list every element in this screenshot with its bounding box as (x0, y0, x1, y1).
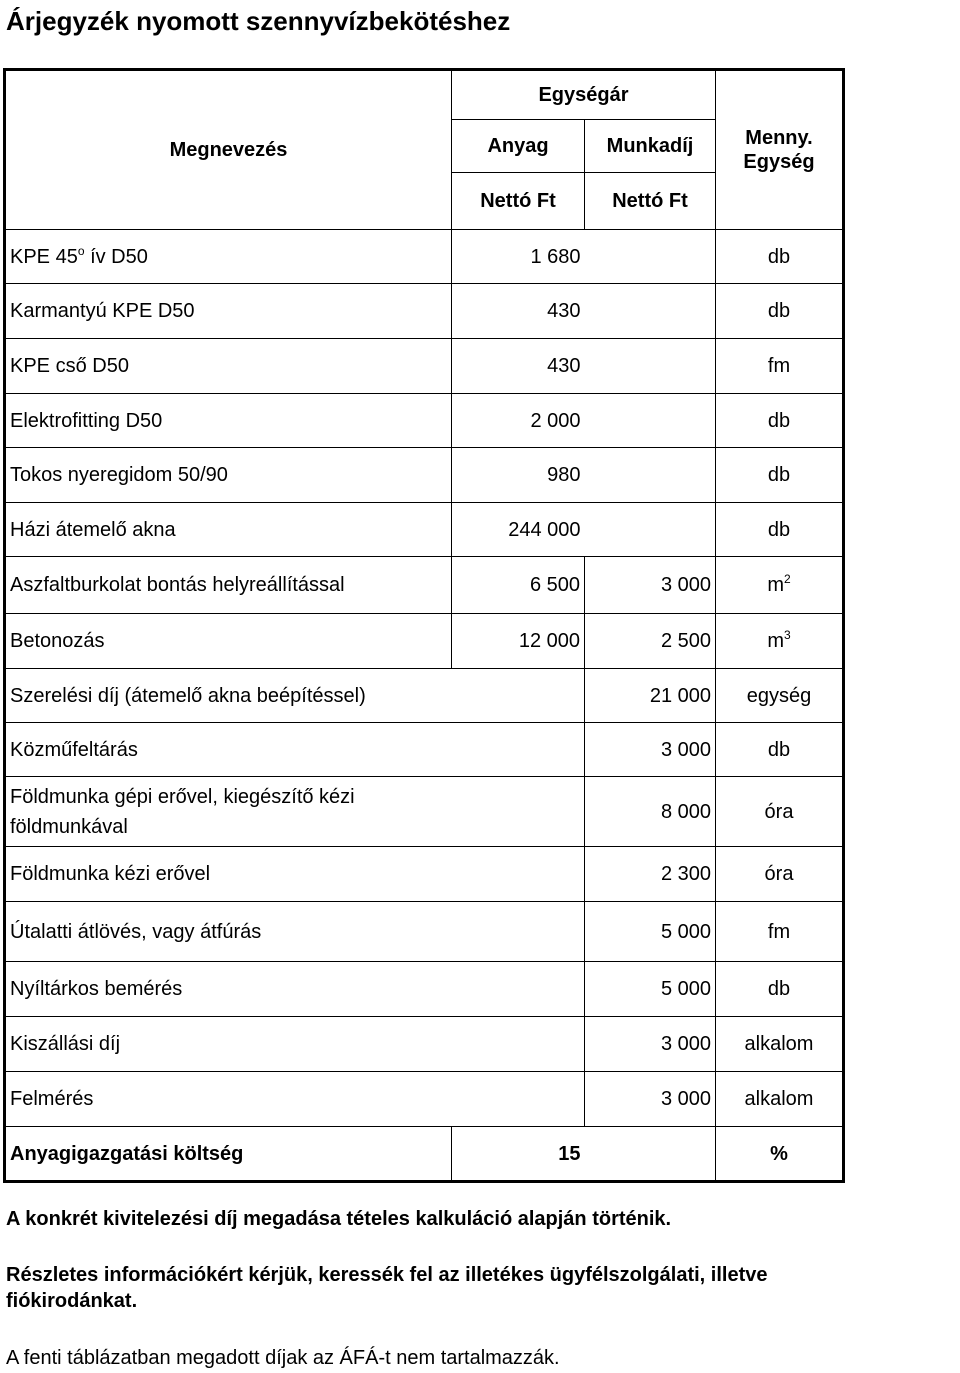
header-unit-line2: Egység (743, 151, 815, 173)
material-price: 12 000 (452, 614, 585, 669)
header-unit-price: Egységár (452, 70, 716, 120)
table-row (5, 448, 844, 503)
material-price: 1 680 (452, 230, 585, 284)
table-row (5, 339, 844, 394)
quantity-unit: db (716, 230, 844, 284)
table-row (5, 614, 844, 669)
quantity-unit: db (716, 284, 844, 339)
note-info-line1: Részletes információkért kérjük, keressék fel az illetékes ügyfélszolgálati, illetve (6, 1264, 768, 1286)
quantity-unit: fm (716, 902, 844, 962)
material-price: 2 000 (452, 394, 585, 448)
quantity-unit: egység (716, 669, 844, 723)
labor-price (585, 230, 716, 284)
labor-price (585, 448, 716, 503)
labor-price: 5 000 (585, 902, 716, 962)
labor-price (585, 503, 716, 557)
item-name: Közműfeltárás (5, 723, 452, 777)
labor-price: 3 000 (585, 1017, 716, 1072)
material-price (452, 723, 585, 777)
material-price (452, 962, 585, 1017)
quantity-unit: alkalom (716, 1072, 844, 1127)
material-price: 244 000 (452, 503, 585, 557)
page-title: Árjegyzék nyomott szennyvízbekötéshez (6, 6, 511, 36)
table-row (5, 777, 844, 847)
item-name: Felmérés (5, 1072, 452, 1127)
quantity-unit: $m^2$ (716, 557, 844, 614)
item-name: Házi átemelő akna (5, 503, 452, 557)
material-price: 15 (452, 1127, 585, 1182)
item-name: Elektrofitting D50 (5, 394, 452, 448)
item-name: Földmunka kézi erővel (5, 847, 452, 902)
labor-price (585, 339, 716, 394)
labor-price: 3 000 (585, 723, 716, 777)
note-vat: A fenti táblázatban megadott díjak az ÁFÁ-t nem tartalmazzák. (6, 1347, 560, 1369)
note-calculation: A konkrét kivitelezési díj megadása tételes kalkuláció alapján történik. (6, 1208, 672, 1230)
material-price (452, 1017, 585, 1072)
quantity-unit: $m^3$ (716, 614, 844, 669)
quantity-unit: db (716, 394, 844, 448)
item-name: Aszfaltburkolat bontás helyreállítással (5, 557, 452, 614)
table-row (5, 557, 844, 614)
quantity-unit: db (716, 448, 844, 503)
item-name: Útalatti átlövés, vagy átfúrás (5, 902, 452, 962)
quantity-unit: óra (716, 847, 844, 902)
quantity-unit: db (716, 962, 844, 1017)
header-material: Anyag (452, 120, 585, 173)
item-name: Szerelési díj (átemelő akna beépítéssel) (5, 669, 452, 723)
material-price: 430 (452, 339, 585, 394)
note-info-line2: fiókirodánkat. (6, 1290, 138, 1312)
table-row (5, 1017, 844, 1072)
table-row (5, 230, 844, 284)
quantity-unit: db (716, 723, 844, 777)
table-row (5, 394, 844, 448)
labor-price: 2 300 (585, 847, 716, 902)
labor-price: 2 500 (585, 614, 716, 669)
labor-price (585, 1127, 716, 1182)
header-row-1 (5, 70, 844, 120)
header-unit (716, 70, 844, 230)
table-row (5, 847, 844, 902)
table-row (5, 1072, 844, 1127)
header-name: Megnevezés (5, 70, 452, 230)
table-row (5, 902, 844, 962)
table-row (5, 723, 844, 777)
item-name: Tokos nyeregidom 50/90 (5, 448, 452, 503)
table-row (5, 669, 844, 723)
item-name: Betonozás (5, 614, 452, 669)
quantity-unit: db (716, 503, 844, 557)
quantity-unit: fm (716, 339, 844, 394)
item-name: Karmantyú KPE D50 (5, 284, 452, 339)
item-name: KPE cső D50 (5, 339, 452, 394)
item-name: Földmunka gépi erővel, kiegészítő kézi földmunkával (5, 777, 452, 847)
quantity-unit: % (716, 1127, 844, 1182)
material-price (452, 1072, 585, 1127)
item-name: KPE 45$^o$ ív D50 (5, 230, 452, 284)
price-table (3, 68, 845, 1183)
quantity-unit: óra (716, 777, 844, 847)
header-material-net: Nettó Ft (452, 173, 585, 230)
header-unit-line1: Menny. (745, 127, 813, 149)
table-row (5, 284, 844, 339)
table-row (5, 1127, 844, 1182)
table-row (5, 962, 844, 1017)
table-row (5, 503, 844, 557)
item-name: Kiszállási díj (5, 1017, 452, 1072)
item-name: Nyíltárkos bemérés (5, 962, 452, 1017)
labor-price (585, 394, 716, 448)
material-price: 430 (452, 284, 585, 339)
item-name: Anyagigazgatási költség (5, 1127, 452, 1182)
labor-price: 3 000 (585, 557, 716, 614)
header-labor-net: Nettó Ft (585, 173, 716, 230)
labor-price: 8 000 (585, 777, 716, 847)
labor-price: 3 000 (585, 1072, 716, 1127)
labor-price: 5 000 (585, 962, 716, 1017)
quantity-unit: alkalom (716, 1017, 844, 1072)
labor-price: 21 000 (585, 669, 716, 723)
material-price: 6 500 (452, 557, 585, 614)
header-labor: Munkadíj (585, 120, 716, 173)
material-price (452, 847, 585, 902)
material-price (452, 902, 585, 962)
material-price (452, 777, 585, 847)
material-price (452, 669, 585, 723)
labor-price (585, 284, 716, 339)
material-price: 980 (452, 448, 585, 503)
